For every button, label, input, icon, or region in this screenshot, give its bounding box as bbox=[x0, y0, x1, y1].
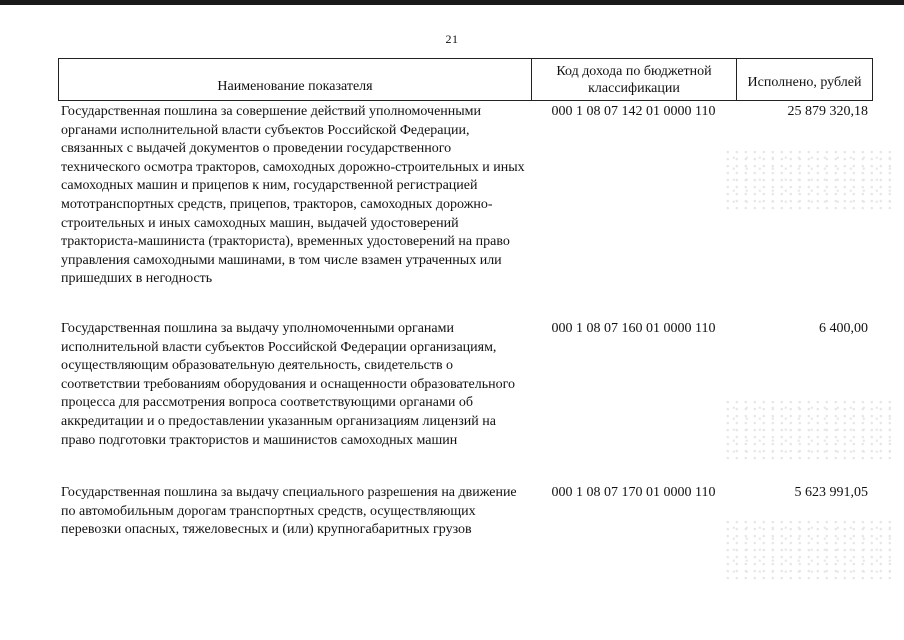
table-row bbox=[58, 103, 873, 289]
row-name: Государственная пошлина за выдачу специального разрешения на движение по автомобильным дорогам транспортных средств, осуществляющих перевозки опасных, тяжеловесных и (или) крупногабаритных грузов bbox=[61, 485, 517, 538]
table-row bbox=[58, 484, 873, 540]
row-amount: 25 879 320,18 bbox=[787, 104, 868, 119]
header-code: Код дохода по бюджетной классификации bbox=[532, 59, 737, 100]
row-name: Государственная пошлина за совершение действий уполномоченными органами исполнительной власти субъектов Российской Федерации, связанных с выдачей документов о проведении государственного технического осмотра тракторов, самоходных дорожно-строительных и иных самоходных машин и прицепов к ним, государственной регистрацией мототранспортных средств, прицепов, тракторов, самоходных дорожно-строительных и иных самоходных машин, выдачей удостоверений тракториста-машиниста (тракториста), временных удостоверений на право управления самоходными машинами, в том числе взамен утраченных или пришедших в негодность bbox=[61, 104, 525, 287]
table-header-row bbox=[58, 58, 873, 101]
row-name: Государственная пошлина за выдачу уполномоченными органами исполнительной власти субъектов Российской Федерации организациям, осуществляющим образовательную деятельность, свидетельств о соответствии требованиям оборудования и оснащенности образовательного процесса для рассмотрения вопроса соответствующими органами об аккредитации и о предоставлении указанным организациям лицензий на право подготовки трактористов и машинистов самоходных машин bbox=[61, 321, 515, 448]
row-code: 000 1 08 07 160 01 0000 110 bbox=[551, 321, 716, 336]
page-number: 21 bbox=[445, 32, 459, 46]
table-row bbox=[58, 320, 873, 450]
header-name: Наименование показателя bbox=[59, 59, 532, 100]
row-code: 000 1 08 07 170 01 0000 110 bbox=[551, 485, 716, 500]
row-amount: 5 623 991,05 bbox=[794, 485, 868, 500]
top-border-rule bbox=[0, 0, 904, 5]
header-amount: Исполнено, рублей bbox=[747, 75, 862, 90]
row-amount: 6 400,00 bbox=[819, 321, 868, 336]
row-code: 000 1 08 07 142 01 0000 110 bbox=[551, 104, 716, 119]
revenue-table bbox=[58, 58, 873, 538]
